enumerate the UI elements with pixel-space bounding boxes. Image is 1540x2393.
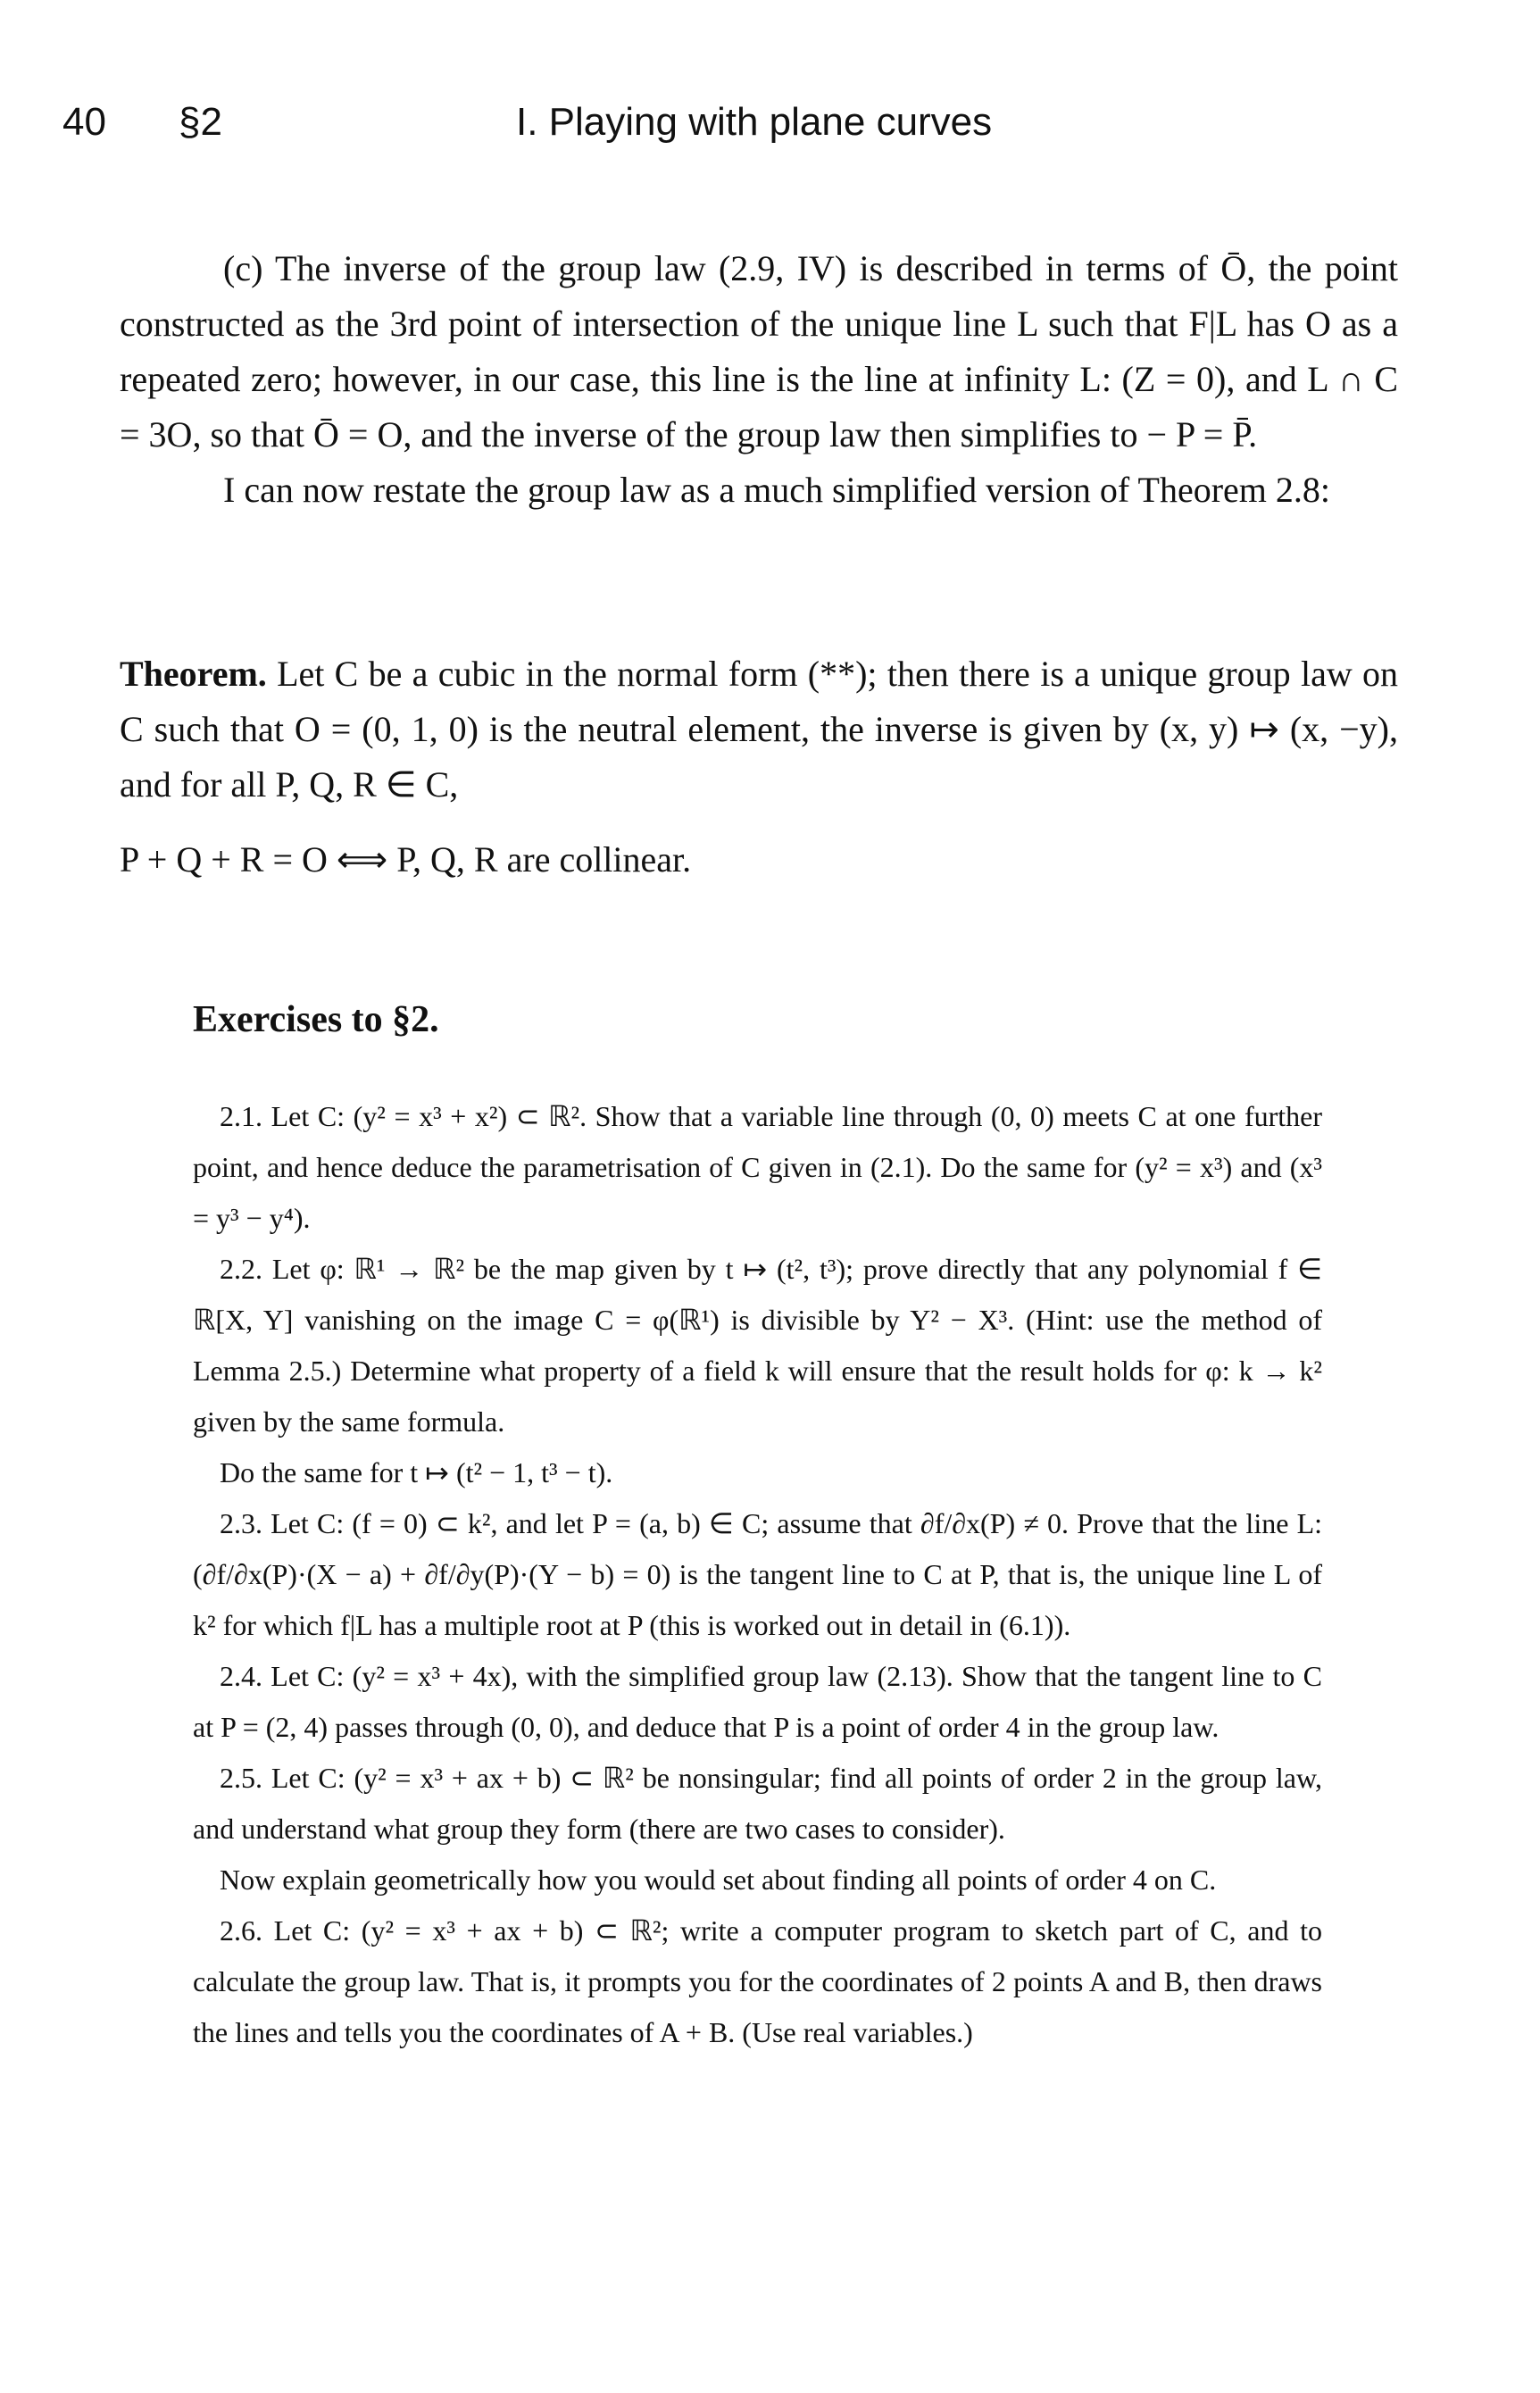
- exercise-2-3: [193, 1498, 1322, 1651]
- exercise-list: [193, 1091, 1322, 2058]
- exercise-2-2: [193, 1244, 1322, 1447]
- exercise-number: 2.2.: [220, 1253, 262, 1285]
- exercises-heading: Exercises to §2.: [193, 999, 439, 1040]
- exercise-text: Do the same for t ↦ (t² − 1, t³ − t).: [220, 1456, 613, 1488]
- exercise-text: Let C: (y² = x³ + 4x), with the simplified group law (2.13). Show that the tangent line to C at P = (2, 4) passes through (0, 0), and deduce that P is a point of order 4 in the group law.: [193, 1660, 1323, 1743]
- exercise-number: 2.5.: [220, 1762, 262, 1794]
- page-number: 40: [62, 100, 106, 144]
- exercise-2-5: [193, 1753, 1322, 1855]
- exercise-number: 2.3.: [220, 1507, 262, 1539]
- theorem-block: [120, 646, 1398, 888]
- exercise-text: Let C: (y² = x³ + ax + b) ⊂ ℝ²; write a computer program to sketch part of C, and to calculate the group law. That is, it prompts you for the coordinates of 2 points A and B, then draws the lines and tells you the coordinates of A + B. (Use real variables.): [193, 1914, 1323, 2048]
- exercise-2-5-continued: [193, 1855, 1322, 1905]
- exercise-text: Let C: (y² = x³ + ax + b) ⊂ ℝ² be nonsingular; find all points of order 2 in the group law, and understand what group they form (there are two cases to consider).: [193, 1762, 1323, 1845]
- paragraph-restate: I can now restate the group law as a much simplified version of Theorem 2.8:: [223, 470, 1331, 510]
- exercise-2-2-continued: [193, 1447, 1322, 1498]
- exercise-2-6: [193, 1905, 1322, 2058]
- theorem-display-equation: P + Q + R = O ⟺ P, Q, R are collinear.: [120, 839, 692, 880]
- running-section: §2: [179, 100, 222, 144]
- running-title: I. Playing with plane curves: [516, 100, 993, 144]
- exercise-text: Let C: (f = 0) ⊂ k², and let P = (a, b) ∈ C; assume that ∂f/∂x(P) ≠ 0. Prove that the line L: (∂f/∂x(P)·(X − a) + ∂f/∂y(P)·(Y − b) = 0) is the tangent line to C at P, that is, the unique line L of k² for which f|L has a multiple root at P (this is worked out in detail in (6.1)).: [193, 1507, 1323, 1641]
- main-text-block: [120, 241, 1398, 518]
- theorem-label: Theorem.: [120, 654, 267, 694]
- exercise-text: Let φ: ℝ¹ → ℝ² be the map given by t ↦ (t², t³); prove directly that any polynomial f ∈ ℝ[X, Y] vanishing on the image C = φ(ℝ¹) is divisible by Y² − X³. (Hint: use the method of Lemma 2.5.) Determine what property of a field k will ensure that the result holds for φ: k → k² given by the same formula.: [193, 1253, 1323, 1438]
- paragraph-inverse-law: (c) The inverse of the group law (2.9, IV) is described in terms of Ō, the point constructed as the 3rd point of intersection of the unique line L such that F|L has O as a repeated zero; however, in our case, this line is the line at infinity L: (Z = 0), and L ∩ C = 3O, so that Ō = O, and the inverse of the group law then simplifies to − P = P̄.: [120, 248, 1398, 454]
- exercise-text: Let C: (y² = x³ + x²) ⊂ ℝ². Show that a variable line through (0, 0) meets C at one further point, and hence deduce the parametrisation of C given in (2.1). Do the same for (y² = x³) and (x³ = y³ − y⁴).: [193, 1100, 1323, 1234]
- exercise-text: Now explain geometrically how you would set about finding all points of order 4 on C.: [220, 1864, 1217, 1896]
- exercise-number: 2.1.: [220, 1100, 262, 1132]
- theorem-statement: [120, 646, 1398, 813]
- theorem-text: Let C be a cubic in the normal form (**); then there is a unique group law on C such that O = (0, 1, 0) is the neutral element, the inverse is given by (x, y) ↦ (x, −y), and for all P, Q, R ∈ C,: [120, 654, 1399, 805]
- exercise-2-1: [193, 1091, 1322, 1244]
- exercise-number: 2.6.: [220, 1914, 262, 1947]
- exercise-2-4: [193, 1651, 1322, 1753]
- exercise-number: 2.4.: [220, 1660, 262, 1692]
